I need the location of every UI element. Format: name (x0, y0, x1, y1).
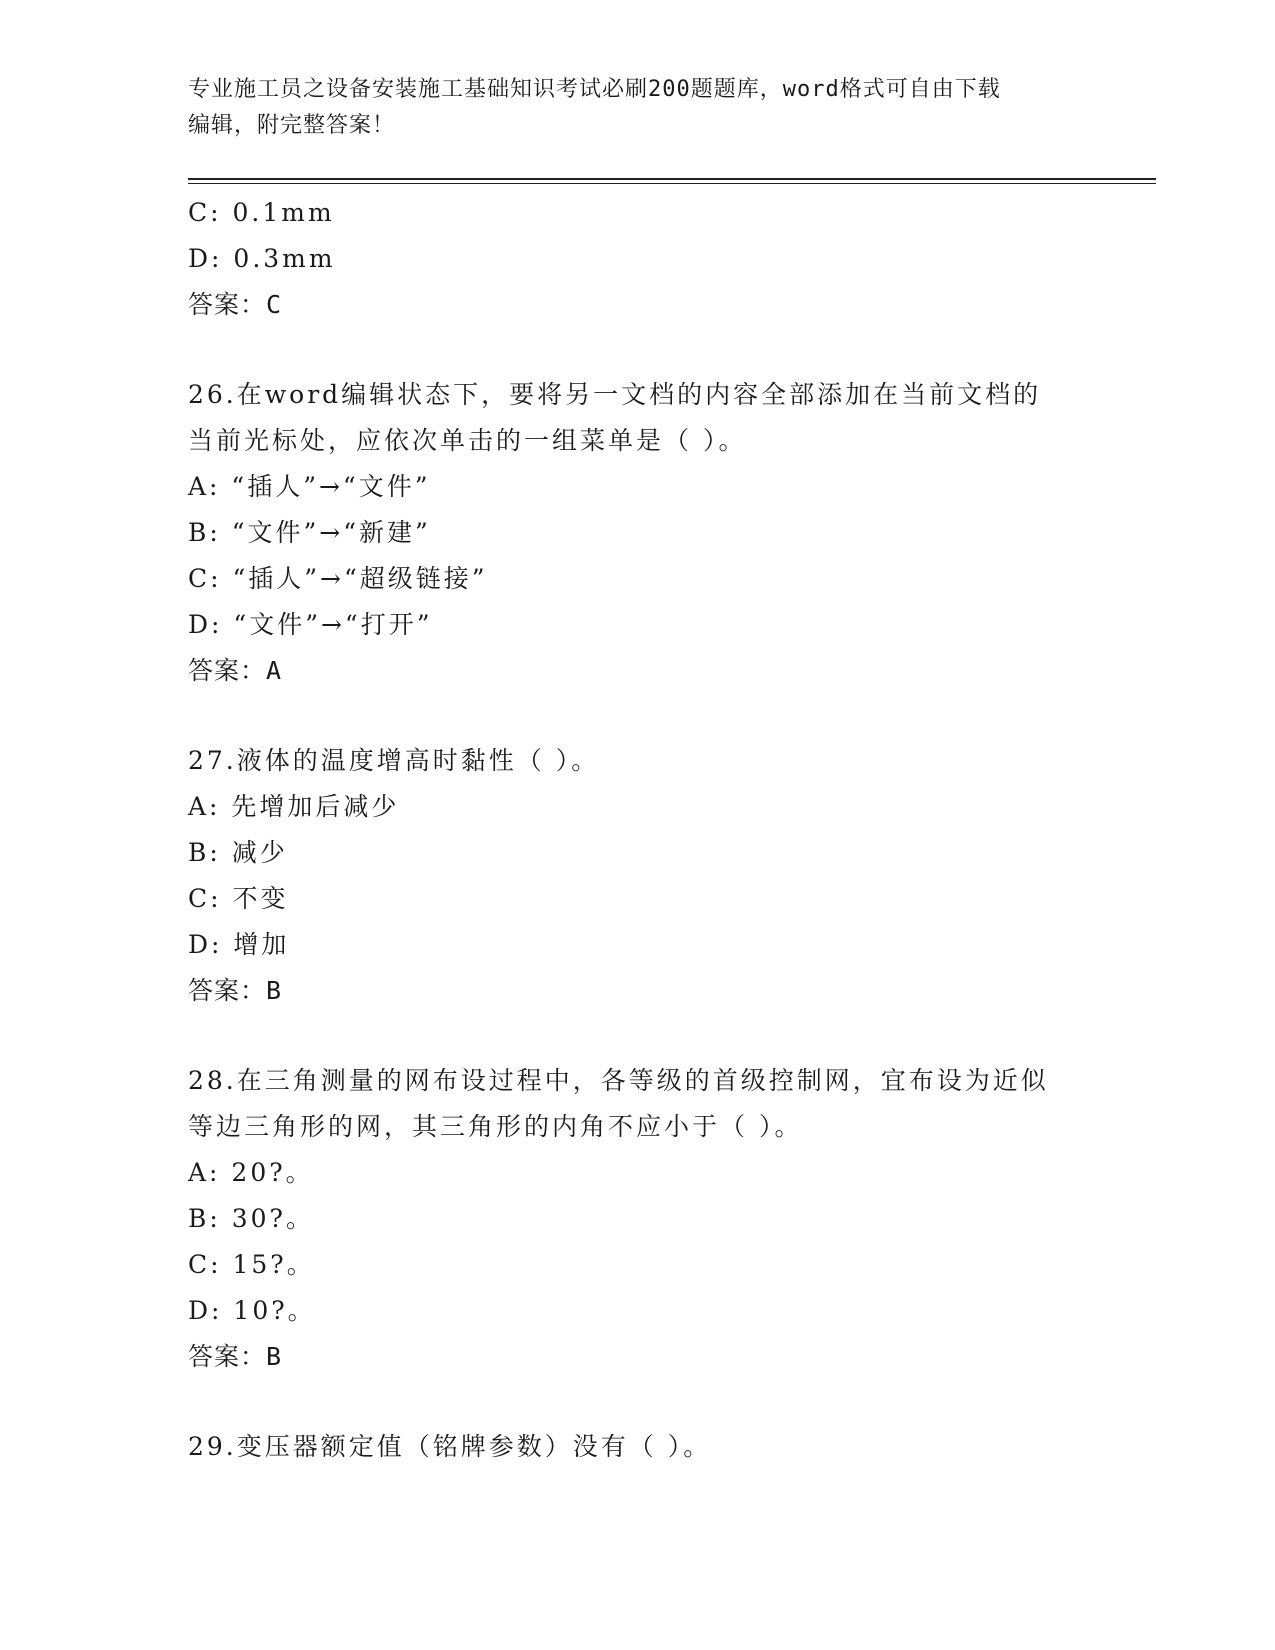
spacer (188, 1380, 1088, 1424)
question-stem-continued: 等边三角形的网，其三角形的内角不应小于（ ）。 (188, 1112, 803, 1141)
question-25-tail (188, 190, 1088, 328)
option-d: D: 0.3mm (188, 244, 336, 273)
option-b: B: 30?。 (188, 1204, 314, 1233)
question-29 (188, 1424, 1088, 1470)
question-stem-continued: 当前光标处，应依次单击的一组菜单是（ ）。 (188, 426, 747, 455)
option-a: A: 先增加后减少 (188, 792, 400, 821)
answer-line: 答案：B (188, 976, 283, 1005)
option-d: D: 增加 (188, 930, 290, 959)
option-b: B: 减少 (188, 838, 288, 867)
option-c: C: 不变 (188, 884, 289, 913)
option-a: A: 20?。 (188, 1158, 314, 1187)
question-stem: 27.液体的温度增高时黏性（ ）。 (188, 746, 600, 775)
option-c: C: 15?。 (188, 1250, 315, 1279)
spacer (188, 694, 1088, 738)
question-stem: 26.在word编辑状态下，要将另一文档的内容全部添加在当前文档的 (188, 380, 1042, 409)
question-28 (188, 1058, 1088, 1380)
question-stem: 28.在三角测量的网布设过程中，各等级的首级控制网，宜布设为近似 (188, 1066, 1049, 1095)
question-27 (188, 738, 1088, 1014)
document-body (188, 190, 1088, 1470)
option-c: C: 0.1mm (188, 198, 335, 227)
header-title-line1: 专业施工员之设备安装施工基础知识考试必刷200题题库，word格式可自由下载 (188, 77, 1001, 102)
header-title-line2: 编辑，附完整答案！ (188, 113, 396, 138)
spacer (188, 328, 1088, 372)
option-a: A: “插人”→“文件” (188, 472, 431, 501)
answer-line: 答案：C (188, 290, 283, 319)
question-stem: 29.变压器额定值（铭牌参数）没有（ ）。 (188, 1432, 712, 1461)
answer-line: 答案：A (188, 656, 283, 685)
question-26 (188, 372, 1088, 694)
spacer (188, 1014, 1088, 1058)
option-b: B: “文件”→“新建” (188, 518, 431, 547)
answer-line: 答案：B (188, 1342, 283, 1371)
header-divider-thick (188, 178, 1156, 180)
option-d: D: “文件”→“打开” (188, 610, 433, 639)
page-header (188, 72, 1088, 144)
header-divider-thin (188, 183, 1156, 184)
option-c: C: “插人”→“超级链接” (188, 564, 488, 593)
option-d: D: 10?。 (188, 1296, 316, 1325)
